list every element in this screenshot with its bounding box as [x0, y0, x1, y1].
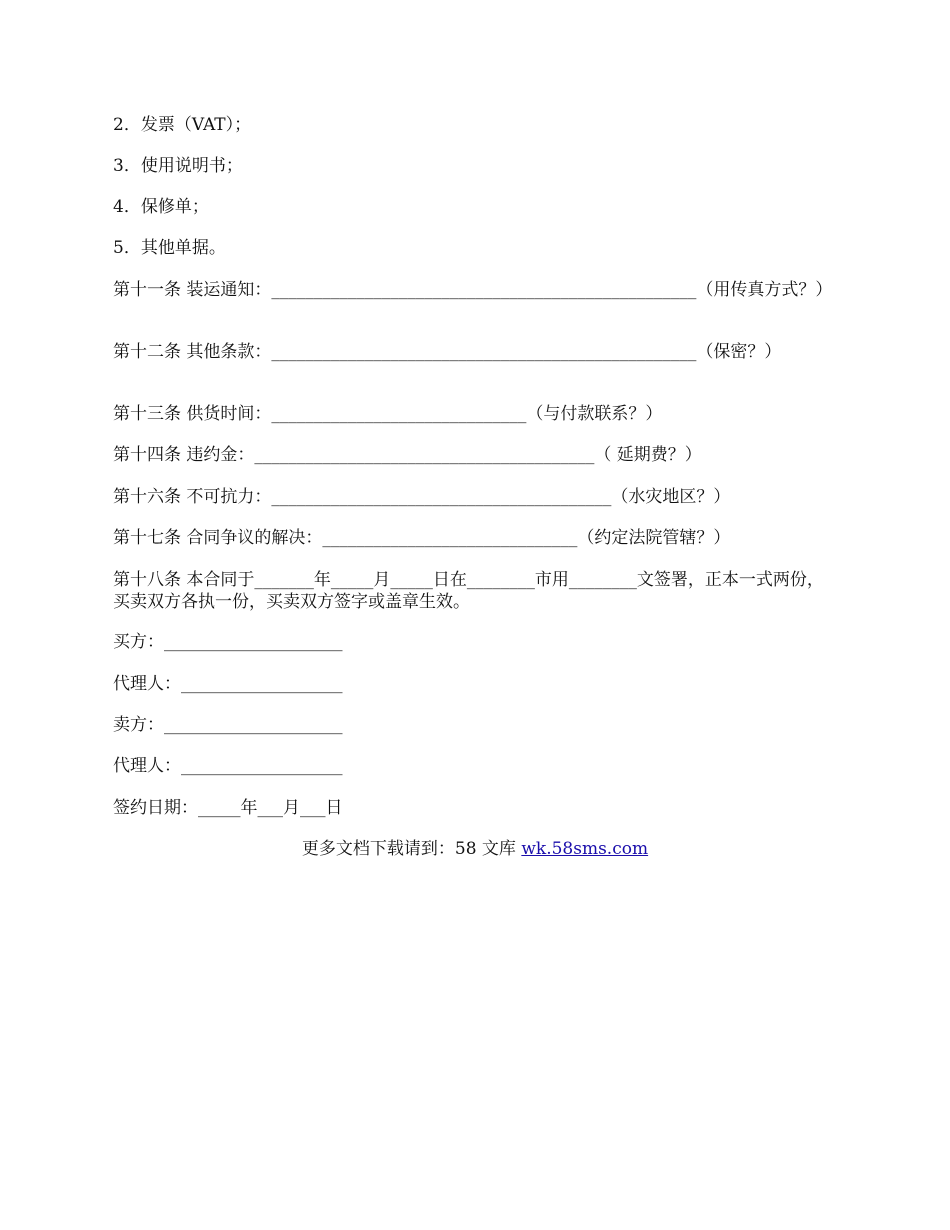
buyer-signature-line	[113, 631, 838, 653]
footer	[0, 838, 950, 860]
fill-blank: ________	[466, 570, 535, 590]
footer-text: 更多文档下载请到：58 文库	[301, 839, 522, 859]
clause-note: （ 延期费？）	[594, 445, 702, 465]
fill-blank: __________________________________________________	[271, 280, 697, 300]
city-label: 市用	[534, 570, 569, 590]
signature-label: 卖方：	[113, 715, 164, 735]
fill-blank: ________	[568, 570, 637, 590]
clause-16	[113, 486, 838, 508]
clause-text: 文签署，正本一式两份，买卖双方各执一份，买卖双方签字或盖章生效。	[113, 570, 824, 612]
clause-label: 第十三条 供货时间：	[113, 404, 272, 424]
clause-label: 第十二条 其他条款：	[113, 342, 272, 362]
fill-blank: _____	[198, 798, 241, 818]
fill-blank: ___________________	[181, 756, 343, 776]
clause-14	[113, 444, 838, 466]
clause-12	[113, 341, 838, 363]
fill-blank: ___________________	[181, 674, 343, 694]
clause-label: 第十六条 不可抗力：	[113, 487, 272, 507]
clause-note: （水灾地区？）	[611, 487, 731, 507]
clause-17	[113, 527, 838, 549]
buyer-agent-signature-line	[113, 673, 838, 695]
clause-note: （用传真方式？）	[696, 280, 833, 300]
list-item: 4．保修单；	[113, 197, 209, 217]
list-item: 3．使用说明书；	[113, 156, 243, 176]
fill-blank: _____________________	[164, 632, 343, 652]
clause-label: 第十八条 本合同于	[113, 570, 255, 590]
day-label: 日	[325, 798, 343, 818]
fill-blank: ______________________________	[322, 528, 578, 548]
signature-label: 代理人：	[113, 756, 181, 776]
signature-label: 代理人：	[113, 674, 181, 694]
clause-note: （与付款联系？）	[526, 404, 663, 424]
month-label: 月	[283, 798, 300, 818]
day-label: 日在	[432, 570, 467, 590]
fill-blank: _____	[390, 570, 433, 590]
fill-blank: ___	[300, 798, 326, 818]
clause-13	[113, 403, 838, 425]
seller-signature-line	[113, 714, 838, 736]
list-item: 2．发票（VAT）；	[113, 115, 252, 135]
clause-18	[113, 569, 838, 613]
footer-link[interactable]: wk.58sms.com	[521, 839, 649, 859]
clause-note: （约定法院管辖？）	[577, 528, 731, 548]
clause-label: 第十七条 合同争议的解决：	[113, 528, 323, 548]
fill-blank: __________________________________________________	[271, 342, 697, 362]
fill-blank: ________________________________________	[271, 487, 612, 507]
signature-label: 买方：	[113, 632, 164, 652]
clause-label: 第十四条 违约金：	[113, 445, 255, 465]
year-label: 年	[313, 570, 331, 590]
month-label: 月	[373, 570, 391, 590]
fill-blank: _______	[254, 570, 314, 590]
year-label: 年	[240, 798, 258, 818]
signing-date-line	[113, 797, 838, 819]
fill-blank: _____	[330, 570, 374, 590]
clause-note: （保密？）	[696, 342, 782, 362]
clause-label: 第十一条 装运通知：	[113, 280, 272, 300]
signature-label: 签约日期：	[113, 798, 198, 818]
clause-11	[113, 279, 838, 301]
fill-blank: _____________________	[164, 715, 343, 735]
fill-blank: ______________________________	[271, 404, 527, 424]
seller-agent-signature-line	[113, 755, 838, 777]
fill-blank: ___	[257, 798, 283, 818]
fill-blank: ________________________________________	[254, 445, 595, 465]
list-item: 5．其他单据。	[113, 238, 226, 258]
